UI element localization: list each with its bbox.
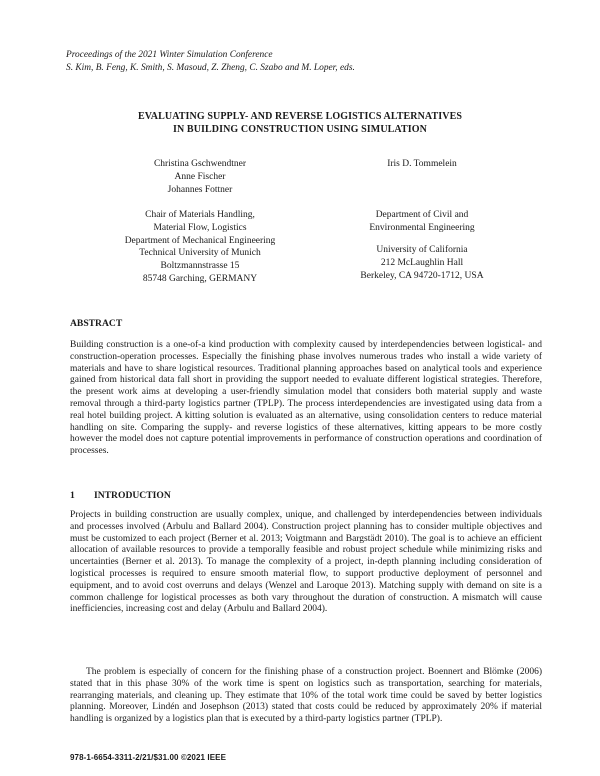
- affiliation-line: 85748 Garching, GERMANY: [142, 273, 258, 284]
- proceedings-header: [66, 49, 355, 74]
- affiliation-line: Technical University of Munich: [139, 248, 261, 259]
- affiliation-line: University of California: [376, 245, 468, 255]
- introduction-paragraph-1: Projects in building construction are usually complex, unique, and challenged by interdependencies between individuals and processes involved (Arbulu and Ballard 2004). Construction project planning has to consider multiple objectives and must be customized to each project (Berner et al. 2013; Voigtmann and Bargstädt 2010). The goal is to achieve an efficient allocation of available resources to provide a temporally feasible and robust project schedule while minimizing risks and uncertainties (Berner et al. 2013). To manage the complexity of a project, in-depth planning including consideration of logistical processes is required to ensure smooth material flow, to support productive deployment of personnel and equipment, and to avoid cost overruns and delays (Wenzel and Laroque 2013). Matching supply with demand on site is a common challenge for logistical processes as both vary throughout the duration of construction. A mismatch will cause inefficiencies, increasing cost and delay (Arbulu and Ballard 2004).: [70, 510, 542, 615]
- affiliation-line: Chair of Materials Handling,: [145, 210, 255, 220]
- section-number: 1: [70, 490, 75, 501]
- affiliation-line: 212 McLaughlin Hall: [380, 257, 464, 268]
- affiliation-line: Department of Mechanical Engineering: [124, 235, 276, 246]
- affiliation-right-department: [322, 209, 522, 235]
- affiliation-line: Environmental Engineering: [369, 222, 475, 233]
- affiliation-line: Material Flow, Logistics: [153, 222, 247, 233]
- author-name: Christina Gschwendtner: [153, 159, 247, 169]
- proceedings-title: Proceedings of the 2021 Winter Simulation Conference: [66, 50, 273, 60]
- copyright-footer: 978-1-6654-3311-2/21/$31.00 ©2021 IEEE: [70, 753, 227, 762]
- author-name: Iris D. Tommelein: [387, 159, 457, 169]
- paper-title-line-2: IN BUILDING CONSTRUCTION USING SIMULATION: [173, 124, 427, 135]
- introduction-heading: [70, 490, 171, 501]
- affiliation-right-university: [322, 244, 522, 282]
- paper-title-line-1: EVALUATING SUPPLY- AND REVERSE LOGISTICS ALTERNATIVES: [137, 111, 462, 122]
- authors-left: [100, 158, 300, 196]
- authors-right: [322, 158, 522, 171]
- proceedings-editors: S. Kim, B. Feng, K. Smith, S. Masoud, Z. Zheng, C. Szabo and M. Loper, eds.: [66, 62, 355, 73]
- abstract-text: Building construction is a one-of-a kind production with complexity caused by interdependencies between logistical- and construction-operation processes. Especially the finishing phase involves numerous trades who install a wide variety of materials and have to share logistical resources. Traditional planning approaches based on analytical tools and experience gained from historical data fall short in providing the support needed to evaluate different logistical strategies. Therefore, the present work aims at developing a user-friendly simulation model that considers both material supply and waste removal through a third-party logistics partner (TPLP). The process interdependencies are investigated using data from a real hotel building project. A kitting solution is evaluated as an alternative, using consolidation centers to reduce material handling on site. Comparing the supply- and reverse logistics of these alternatives, kitting appears to be more costly however the model does not capture potential improvements in performance of construction operations and coordination of processes.: [70, 340, 542, 457]
- section-title: INTRODUCTION: [94, 490, 171, 501]
- affiliation-line: Department of Civil and: [375, 210, 469, 220]
- abstract-heading: ABSTRACT: [70, 318, 123, 329]
- affiliation-line: Boltzmannstrasse 15: [160, 261, 240, 272]
- author-name: Anne Fischer: [174, 171, 226, 182]
- paper-title: [0, 110, 600, 136]
- affiliation-left: [100, 209, 300, 286]
- introduction-paragraph-2: The problem is especially of concern for the finishing phase of a construction project. Boennert and Blömke (2006) stated that in this phase 30% of the work time is spent on logistics such as transportation, searching for materials, rearranging materials, and cleaning up. They estimate that 10% of the total work time could be saved by better logistics planning. Moreover, Lindén and Josephson (2013) stated that costs could be reduced by approximately 20% if material handling is organized by a logistics plan that is executed by a third-party logistics partner (TPLP).: [70, 667, 542, 725]
- affiliation-line: Berkeley, CA 94720-1712, USA: [360, 270, 484, 281]
- author-name: Johannes Fottner: [167, 184, 233, 195]
